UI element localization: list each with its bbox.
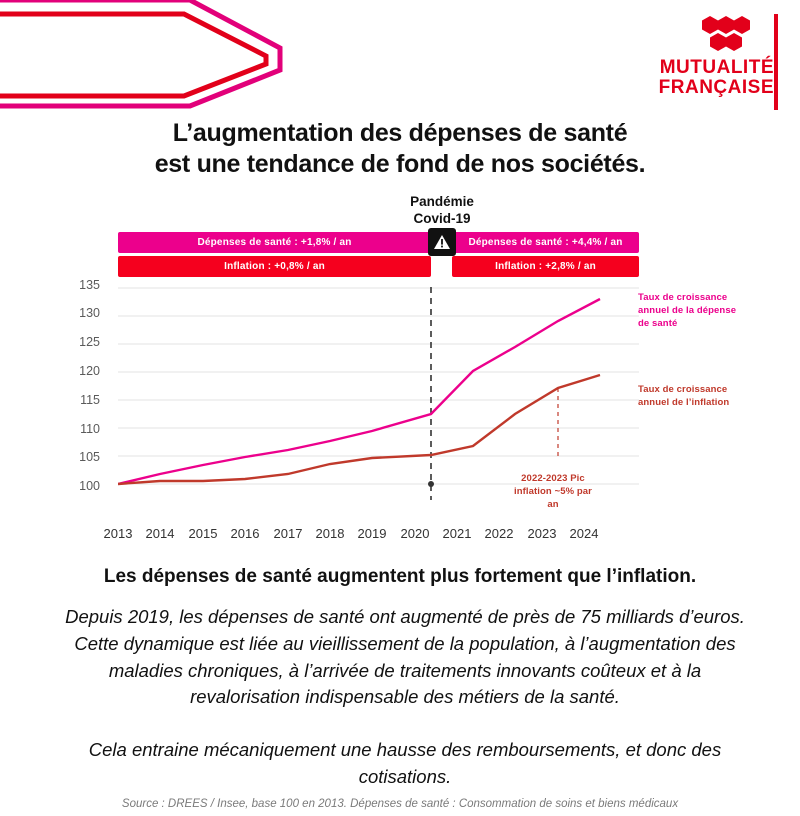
headline-line2: est une tendance de fond de nos sociétés. <box>154 150 646 179</box>
band-health-pre: Dépenses de santé : +1,8% / an <box>118 232 431 253</box>
decorative-ribbon <box>0 0 320 120</box>
x-tick-2014: 2014 <box>145 526 175 541</box>
logo-line2: FRANÇAISE <box>658 76 774 98</box>
y-tick-115: 115 <box>80 393 100 407</box>
series-label-health: Taux de croissance annuel de la dépense de santé <box>638 292 737 329</box>
logo-line1: MUTUALITÉ <box>659 57 774 78</box>
paragraph-2: Cela entraine mécaniquement une hausse des remboursements, et donc des cotisations. <box>88 739 722 787</box>
band-health-post: Dépenses de santé : +4,4% / an <box>452 232 639 253</box>
x-tick-2021: 2021 <box>442 526 472 541</box>
band-inflation-pre: Inflation : +0,8% / an <box>118 256 431 277</box>
subheadline: Les dépenses de santé augmentent plus fortement que l’inflation. <box>103 566 697 587</box>
series-label-inflation: Taux de croissance annuel de l’inflation <box>638 384 730 408</box>
chart <box>0 188 800 566</box>
y-tick-100: 100 <box>79 479 100 493</box>
y-tick-120: 120 <box>79 364 100 378</box>
source-note: Source : DREES / Insee, base 100 en 2013. Dépenses de santé : Consommation de soins et biens médicaux <box>121 798 679 810</box>
y-tick-125: 125 <box>79 335 100 349</box>
x-tick-2019: 2019 <box>357 526 387 541</box>
warning-triangle-icon <box>428 228 456 256</box>
x-tick-2018: 2018 <box>315 526 345 541</box>
page-title <box>0 118 800 181</box>
x-tick-2015: 2015 <box>188 526 218 541</box>
x-tick-2020: 2020 <box>400 526 430 541</box>
headline-line1: L’augmentation des dépenses de santé <box>172 119 628 147</box>
x-tick-2022: 2022 <box>484 526 514 541</box>
pandemic-label-line2: Covid-19 <box>413 210 471 226</box>
x-tick-2023: 2023 <box>527 526 557 541</box>
y-tick-105: 105 <box>79 450 100 464</box>
logo-rule <box>774 14 778 110</box>
y-tick-135: 135 <box>79 278 100 292</box>
x-tick-2017: 2017 <box>273 526 303 541</box>
pandemic-label <box>372 194 512 228</box>
y-tick-110: 110 <box>80 422 100 436</box>
logo-hex-icon <box>618 14 778 58</box>
logo <box>618 14 778 110</box>
x-tick-2024: 2024 <box>569 526 599 541</box>
band-inflation-post: Inflation : +2,8% / an <box>452 256 639 277</box>
peak-inflation-label: 2022-2023 Pic inflation ~5% par an <box>514 473 592 510</box>
x-tick-2016: 2016 <box>230 526 260 541</box>
paragraph-1: Depuis 2019, les dépenses de santé ont augmenté de près de 75 milliards d’euros. Cette dynamique est liée au vieillissement de la population, à l’augmentation des maladies chroniques, à l’arrivée de traitements innovants coûteux et à la revalorisation indispensable des métiers de la santé. <box>65 606 745 708</box>
pandemic-label-line1: Pandémie <box>410 194 474 209</box>
y-tick-130: 130 <box>79 306 100 320</box>
x-tick-2013: 2013 <box>103 526 133 541</box>
